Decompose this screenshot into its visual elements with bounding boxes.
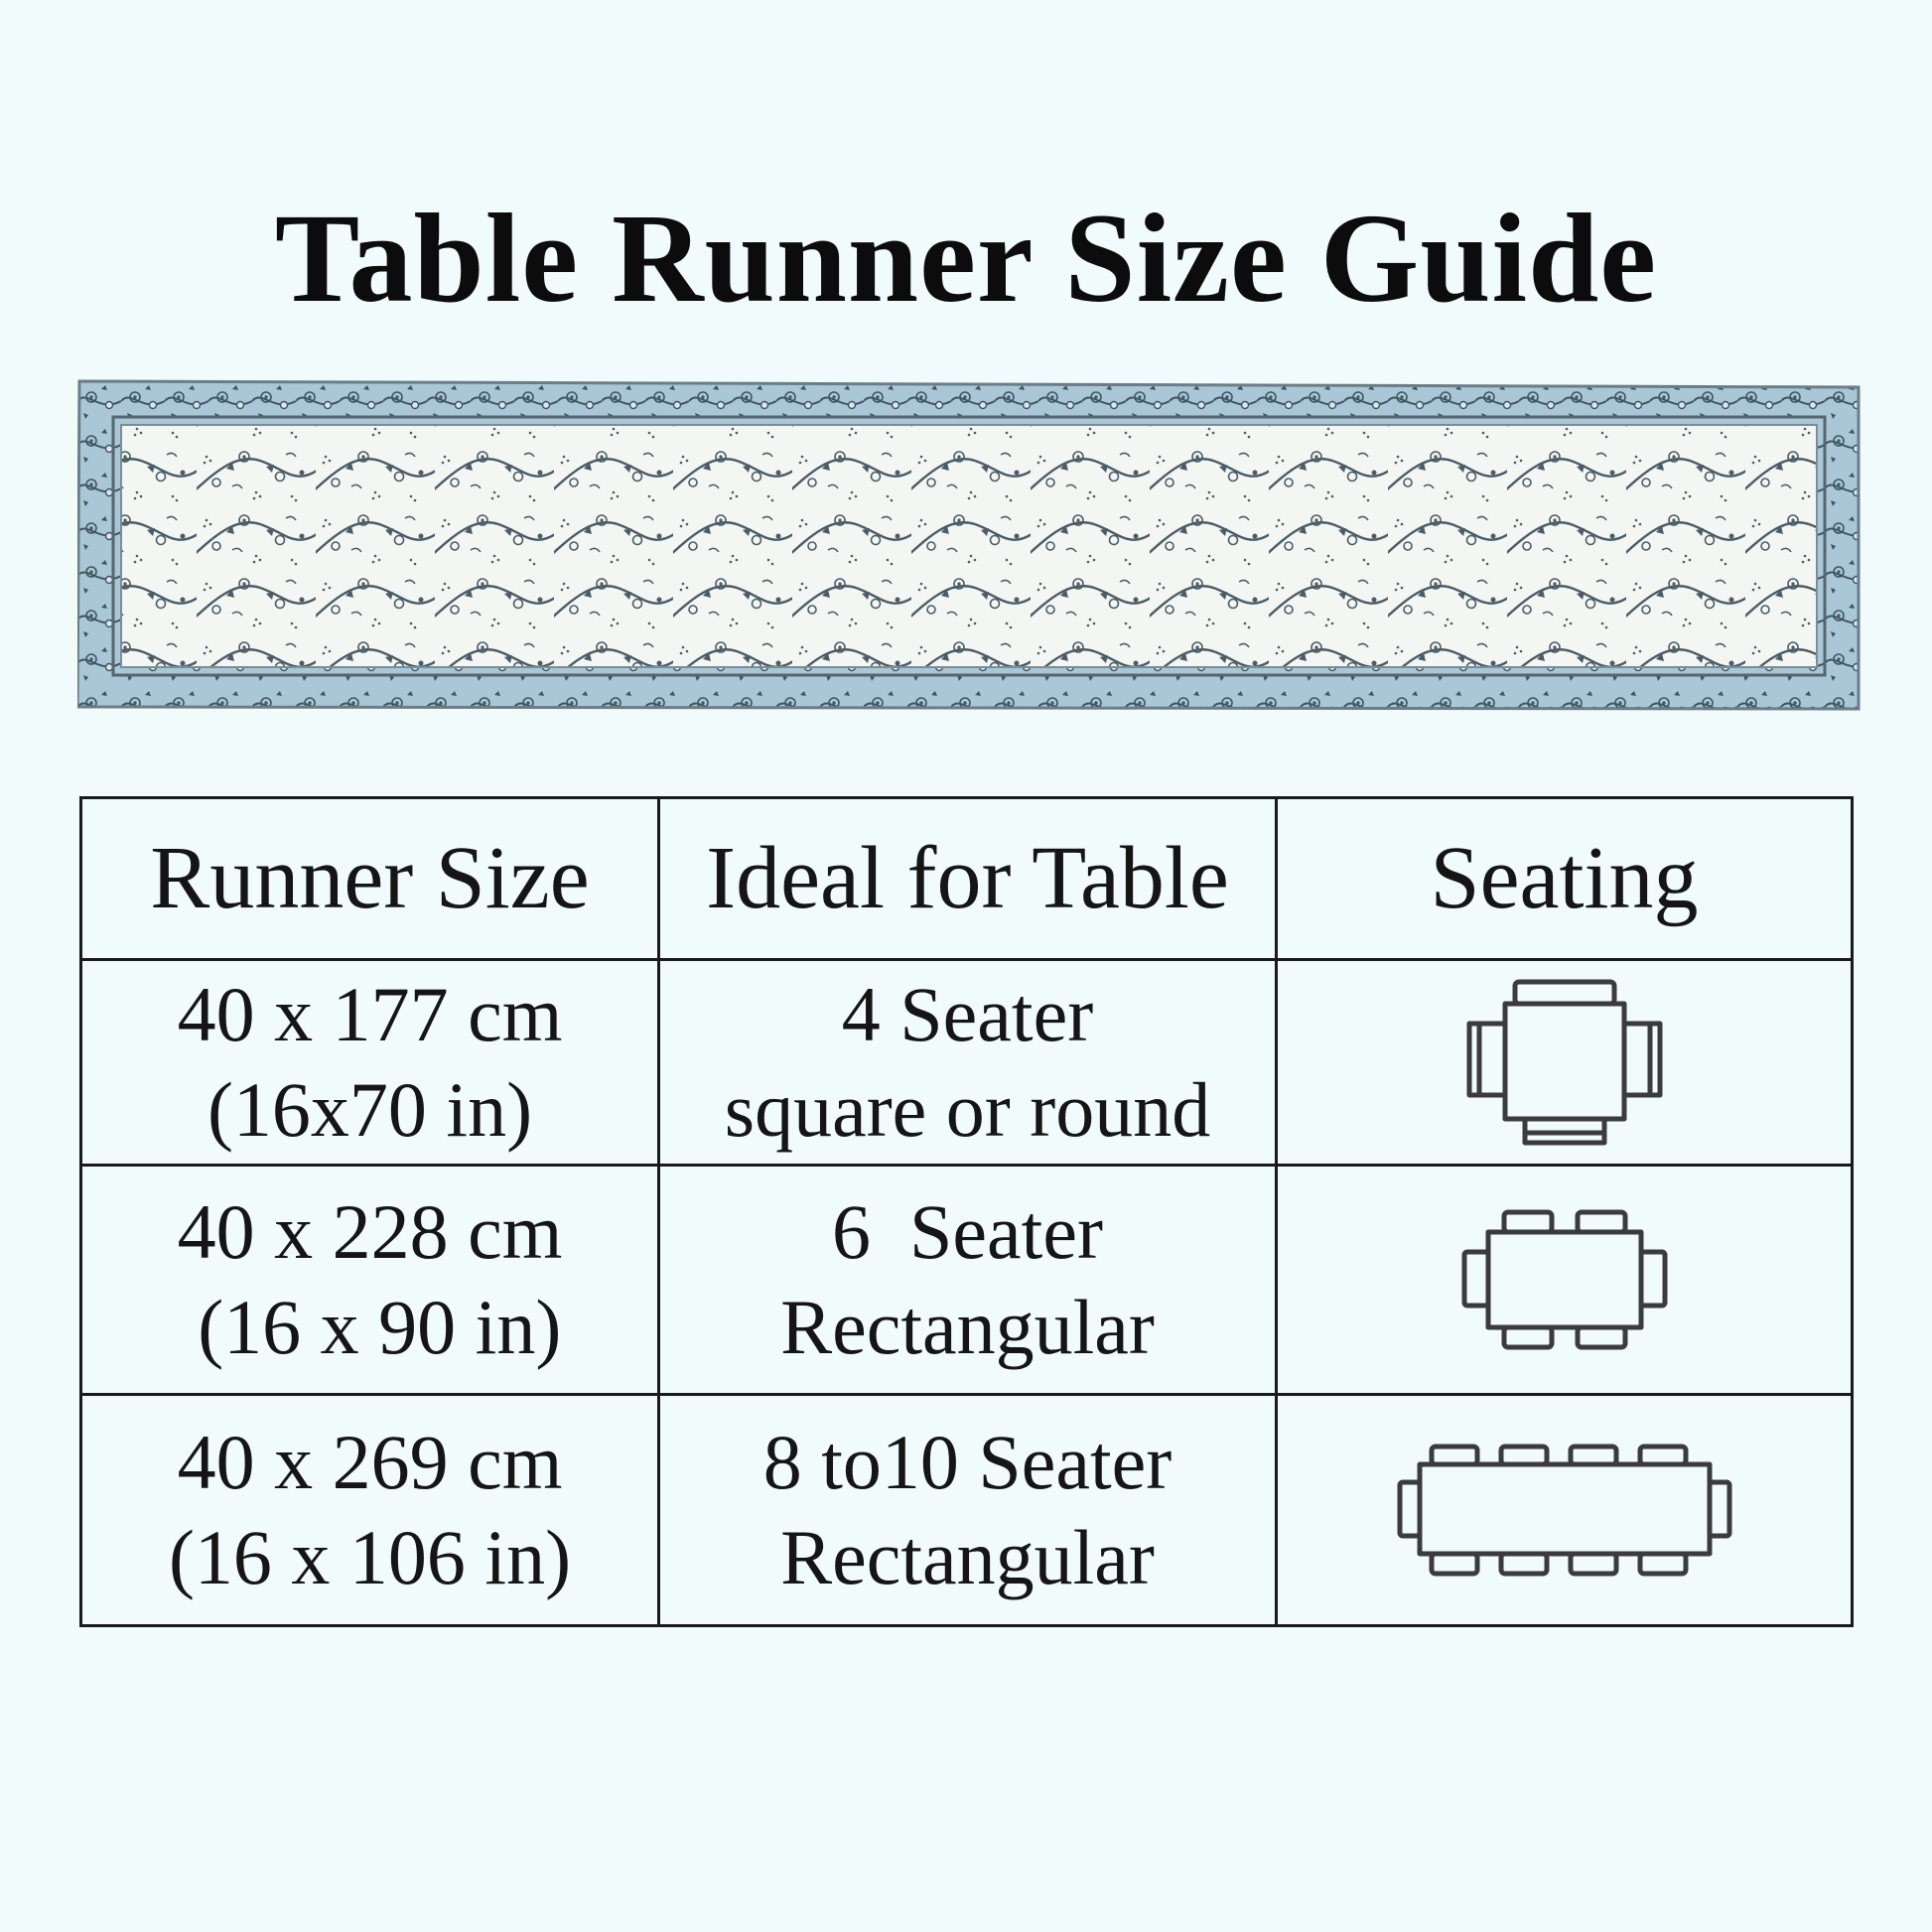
size-in: (16 x 106 in): [168, 1514, 572, 1600]
table-shape: Rectangular: [780, 1514, 1155, 1600]
runner-size-cell: [81, 1395, 659, 1626]
seater-count: 8 to10 Seater: [762, 1419, 1173, 1505]
table-runner-image: [77, 379, 1861, 711]
ideal-table-cell: [659, 1166, 1277, 1395]
size-cm: 40 x 228 cm: [177, 1188, 563, 1275]
table-shape: Rectangular: [780, 1284, 1155, 1370]
size-cm: 40 x 177 cm: [177, 971, 563, 1057]
runner-field: [121, 425, 1817, 667]
page-title: Table Runner Size Guide: [274, 188, 1658, 329]
ideal-table-cell: [659, 960, 1277, 1166]
table-shape: square or round: [724, 1066, 1211, 1153]
table-row: [81, 1166, 1853, 1395]
seater-count: 4 Seater: [841, 971, 1094, 1057]
table-row: [81, 960, 1853, 1166]
header-seating: Seating: [1277, 798, 1853, 960]
table-row: [81, 1395, 1853, 1626]
table-header-row: [81, 798, 1853, 960]
seating-cell: [1277, 1395, 1853, 1626]
size-guide-table: [79, 796, 1854, 1627]
ten-seater-table-icon: [1396, 1443, 1733, 1578]
header-ideal-for-table: Ideal for Table: [659, 798, 1277, 960]
seater-count: 6 Seater: [832, 1188, 1103, 1275]
seating-cell: [1277, 960, 1853, 1166]
ideal-table-cell: [659, 1395, 1277, 1626]
seating-cell: [1277, 1166, 1853, 1395]
runner-size-cell: [81, 1166, 659, 1395]
runner-size-cell: [81, 960, 659, 1166]
four-seater-table-icon: [1465, 978, 1664, 1147]
header-runner-size: Runner Size: [81, 798, 659, 960]
six-seater-table-icon: [1460, 1208, 1669, 1351]
size-cm: 40 x 269 cm: [177, 1419, 563, 1505]
size-in: (16 x 90 in): [178, 1284, 562, 1370]
size-in: (16x70 in): [207, 1066, 533, 1153]
